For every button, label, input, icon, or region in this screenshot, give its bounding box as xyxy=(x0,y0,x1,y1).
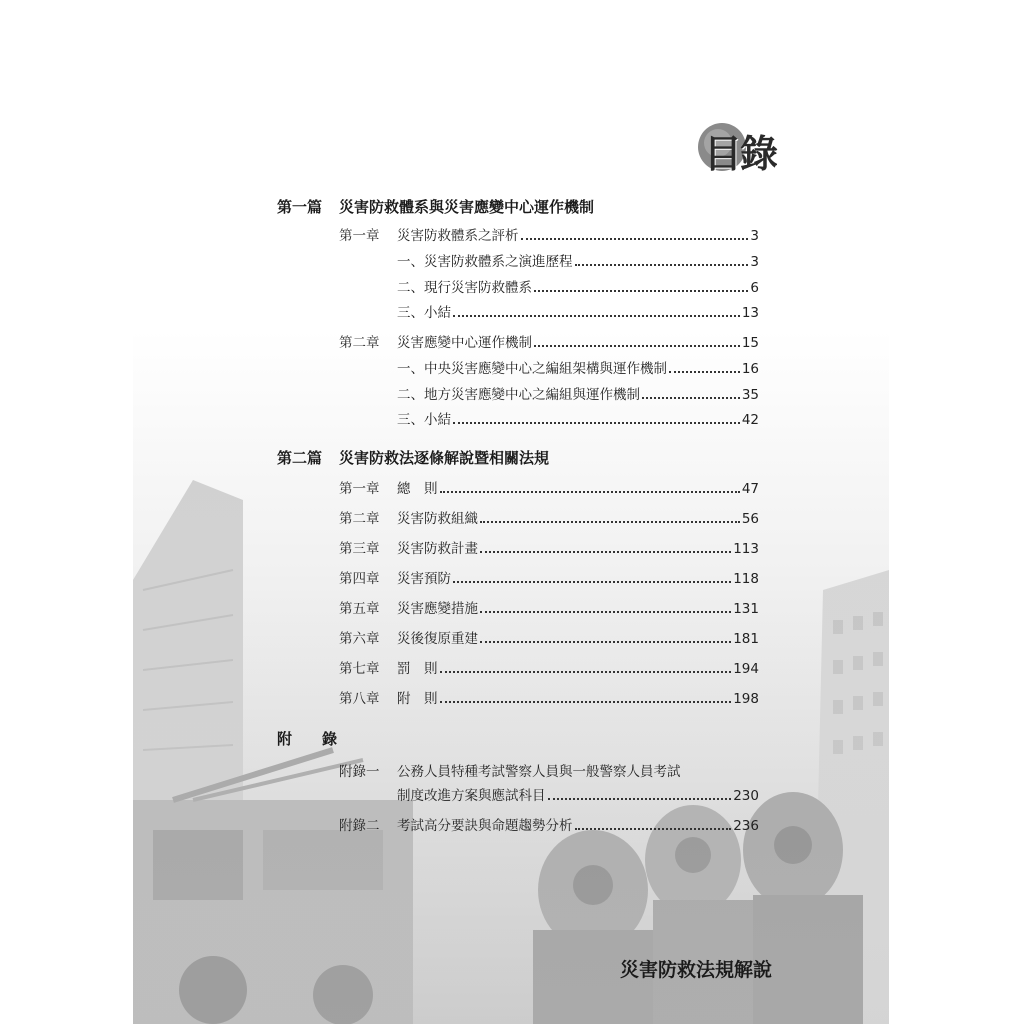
page-number: 230 xyxy=(733,788,759,804)
toc-entry[interactable] xyxy=(397,252,759,270)
page-number: 6 xyxy=(750,280,759,296)
entry-title: 一、中央災害應變中心之編組架構與運作機制 xyxy=(397,361,667,377)
part-2-heading xyxy=(277,447,549,468)
toc-entry[interactable] xyxy=(339,629,759,647)
toc-heading xyxy=(696,121,796,176)
page-number: 118 xyxy=(733,571,759,587)
toc-entry[interactable] xyxy=(339,333,759,351)
dot-leader xyxy=(534,345,740,347)
chapter-label: 第二章 xyxy=(339,335,380,351)
toc-entry[interactable] xyxy=(339,569,759,587)
part-number: 第二篇 xyxy=(277,449,323,467)
toc-entry[interactable] xyxy=(339,479,759,497)
toc-entry[interactable] xyxy=(339,599,759,617)
entry-title: 災後復原重建 xyxy=(397,631,478,647)
chapter-label: 第一章 xyxy=(339,228,380,244)
entry-title: 二、現行災害防救體系 xyxy=(397,280,532,296)
part-title: 災害防救體系與災害應變中心運作機制 xyxy=(339,198,595,216)
dot-leader xyxy=(642,397,740,399)
appendix-heading: 附 錄 xyxy=(277,730,338,748)
appendix-1-line1[interactable] xyxy=(339,760,681,780)
toc-entry[interactable] xyxy=(397,359,759,377)
page-number: 3 xyxy=(750,254,759,270)
toc-entry[interactable] xyxy=(339,509,759,527)
dot-leader xyxy=(521,238,749,240)
dot-leader xyxy=(480,521,740,523)
page-number: 13 xyxy=(741,305,759,321)
entry-title: 三、小結 xyxy=(397,412,451,428)
entry-title: 公務人員特種考試警察人員與一般警察人員考試 xyxy=(397,764,681,780)
toc-entry[interactable] xyxy=(397,278,759,296)
dot-leader xyxy=(575,828,732,830)
page-number: 236 xyxy=(733,818,759,834)
toc-entry[interactable] xyxy=(397,385,759,403)
toc-entry[interactable] xyxy=(339,816,759,834)
page-number: 16 xyxy=(741,361,759,377)
dot-leader xyxy=(480,641,731,643)
background-firefighter-photo xyxy=(133,330,889,1024)
entry-title: 三、小結 xyxy=(397,305,451,321)
page-number: 3 xyxy=(750,228,759,244)
entry-title: 考試高分要訣與命題趨勢分析 xyxy=(397,818,573,834)
toc-entry[interactable] xyxy=(397,786,759,804)
toc-entry[interactable] xyxy=(339,689,759,707)
page-number: 35 xyxy=(741,387,759,403)
entry-title: 災害應變措施 xyxy=(397,601,478,617)
dot-leader xyxy=(534,290,748,292)
page-number: 131 xyxy=(733,601,759,617)
toc-entry[interactable] xyxy=(397,410,759,428)
dot-leader xyxy=(440,671,732,673)
entry-title: 災害防救組織 xyxy=(397,511,478,527)
entry-title: 災害應變中心運作機制 xyxy=(397,335,532,351)
toc-entry[interactable] xyxy=(339,226,759,244)
chapter-label: 第二章 xyxy=(339,511,380,527)
entry-title: 災害預防 xyxy=(397,571,451,587)
dot-leader xyxy=(453,315,740,317)
chapter-label: 第五章 xyxy=(339,601,380,617)
entry-title: 附 則 xyxy=(397,691,438,707)
toc-entry[interactable] xyxy=(339,539,759,557)
dot-leader xyxy=(548,798,732,800)
entry-title: 一、災害防救體系之演進歷程 xyxy=(397,254,573,270)
part-title: 災害防救法逐條解說暨相關法規 xyxy=(339,449,550,467)
dot-leader xyxy=(669,371,740,373)
toc-entry[interactable] xyxy=(339,659,759,677)
appendix-label: 附錄一 xyxy=(339,764,380,780)
chapter-label: 第八章 xyxy=(339,691,380,707)
chapter-label: 第四章 xyxy=(339,571,380,587)
page-number: 56 xyxy=(741,511,759,527)
entry-title: 二、地方災害應變中心之編組與運作機制 xyxy=(397,387,640,403)
page-number: 42 xyxy=(741,412,759,428)
dot-leader xyxy=(480,551,731,553)
page-number: 194 xyxy=(733,661,759,677)
book-title-footer: 災害防救法規解說 xyxy=(620,959,773,981)
entry-title: 制度改進方案與應試科目 xyxy=(397,788,546,804)
entry-title: 罰 則 xyxy=(397,661,438,677)
dot-leader xyxy=(480,611,731,613)
dot-leader xyxy=(575,264,749,266)
page-number: 47 xyxy=(741,481,759,497)
page-number: 198 xyxy=(733,691,759,707)
page-title: 目錄 xyxy=(704,132,777,176)
dot-leader xyxy=(453,581,731,583)
appendix-label: 附錄二 xyxy=(339,818,380,834)
chapter-label: 第一章 xyxy=(339,481,380,497)
entry-title: 總 則 xyxy=(397,481,438,497)
page-number: 15 xyxy=(741,335,759,351)
page-number: 181 xyxy=(733,631,759,647)
dot-leader xyxy=(440,701,732,703)
toc-entry[interactable] xyxy=(397,303,759,321)
dot-leader xyxy=(440,491,740,493)
chapter-label: 第六章 xyxy=(339,631,380,647)
dot-leader xyxy=(453,422,740,424)
entry-title: 災害防救計畫 xyxy=(397,541,478,557)
entry-title: 災害防救體系之評析 xyxy=(397,228,519,244)
chapter-label: 第七章 xyxy=(339,661,380,677)
part-1-heading xyxy=(277,196,594,217)
part-number: 第一篇 xyxy=(277,198,323,216)
page-number: 113 xyxy=(733,541,759,557)
chapter-label: 第三章 xyxy=(339,541,380,557)
